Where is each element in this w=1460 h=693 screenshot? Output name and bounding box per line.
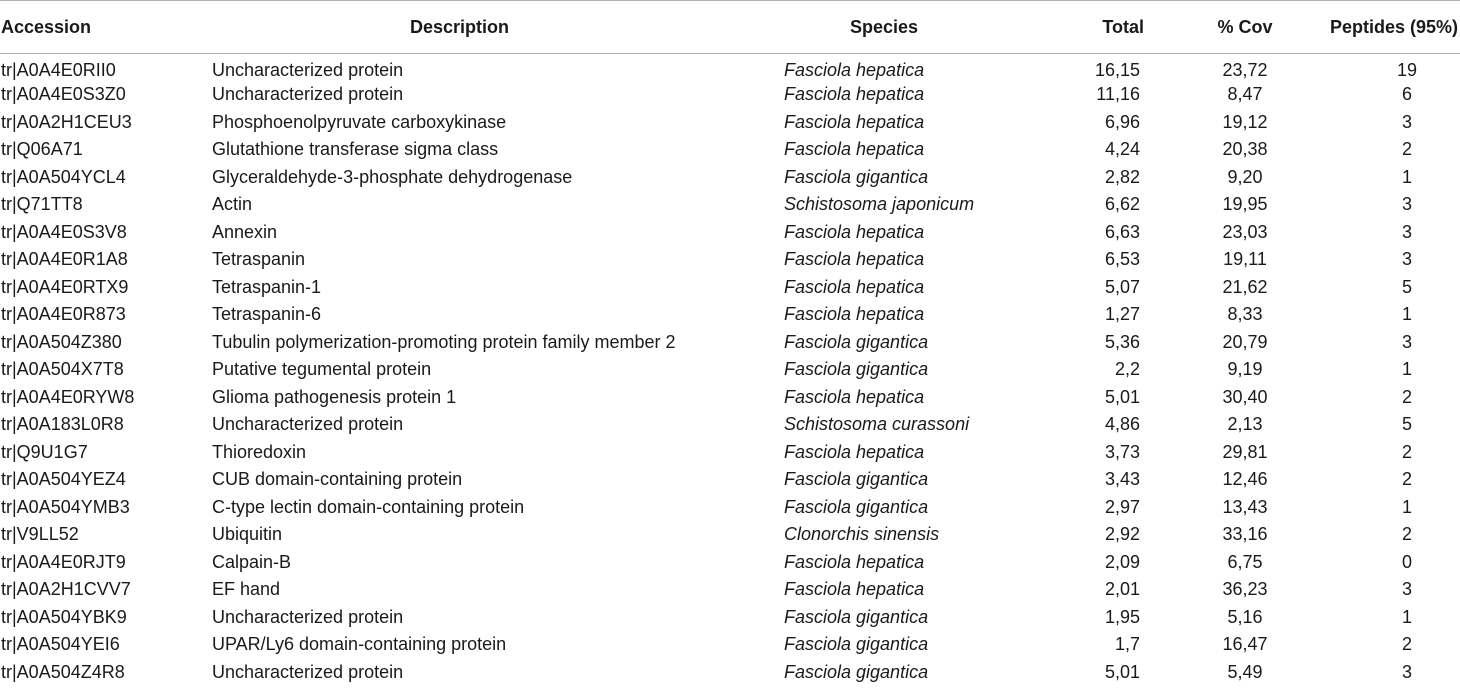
- cell-total: 5,01: [1104, 661, 1140, 682]
- cell-species: Fasciola gigantica: [784, 359, 929, 380]
- cell-cov: 9,20: [1227, 166, 1263, 187]
- cell-peptides: 1: [1401, 304, 1412, 325]
- cell-cov: 19,12: [1222, 111, 1268, 132]
- cell-accession: tr|A0A504Z380: [1, 331, 122, 352]
- table-row: [0, 219, 1460, 247]
- cell-cov: 5,49: [1227, 661, 1263, 682]
- cell-total: 3,73: [1104, 441, 1140, 462]
- cell-accession: tr|A0A4E0S3Z0: [1, 84, 126, 105]
- cell-peptides: 2: [1401, 469, 1412, 490]
- cell-description: Ubiquitin: [212, 524, 283, 545]
- cell-cov: 23,03: [1222, 221, 1268, 242]
- cell-peptides: 2: [1401, 524, 1412, 545]
- cell-cov: 19,11: [1223, 249, 1267, 270]
- cell-total: 6,63: [1104, 221, 1140, 242]
- cell-description: Uncharacterized protein: [212, 60, 404, 80]
- cell-total: 3,43: [1104, 469, 1140, 490]
- cell-description: Actin: [212, 194, 253, 215]
- cell-peptides: 3: [1401, 221, 1412, 242]
- cell-cov: 13,43: [1222, 496, 1268, 517]
- table-row: [0, 604, 1460, 632]
- cell-total: 2,97: [1104, 496, 1140, 517]
- cell-description: Tetraspanin: [212, 249, 306, 270]
- cell-cov: 2,13: [1227, 414, 1263, 435]
- table-body: [0, 54, 1460, 687]
- header-cov: % Cov: [1217, 16, 1273, 37]
- cell-total: 5,36: [1104, 331, 1140, 352]
- table-row: [0, 329, 1460, 357]
- cell-cov: 23,72: [1222, 60, 1268, 80]
- table-row: [0, 356, 1460, 384]
- cell-species: Fasciola hepatica: [784, 84, 925, 105]
- cell-peptides: 6: [1401, 84, 1412, 105]
- cell-description: Annexin: [212, 221, 278, 242]
- cell-species: Fasciola hepatica: [784, 221, 925, 242]
- cell-cov: 33,16: [1222, 524, 1268, 545]
- cell-peptides: 1: [1401, 359, 1412, 380]
- cell-total: 1,27: [1104, 304, 1140, 325]
- cell-total: 2,82: [1104, 166, 1140, 187]
- cell-peptides: 19: [1396, 60, 1418, 80]
- table-row: [0, 631, 1460, 659]
- cell-species: Fasciola gigantica: [784, 331, 929, 352]
- cell-description: UPAR/Ly6 domain-containing protein: [212, 634, 507, 655]
- cell-species: Fasciola hepatica: [784, 386, 925, 407]
- cell-accession: tr|Q06A71: [1, 139, 83, 160]
- cell-accession: tr|A0A504Z4R8: [1, 661, 125, 682]
- cell-accession: tr|A0A4E0RYW8: [1, 386, 135, 407]
- cell-total: 16,15: [1094, 60, 1140, 80]
- cell-species: Schistosoma curassoni: [784, 414, 970, 435]
- cell-peptides: 0: [1401, 551, 1412, 572]
- header-species: Species: [850, 16, 919, 37]
- cell-description: C-type lectin domain-containing protein: [212, 496, 525, 517]
- cell-peptides: 5: [1401, 414, 1412, 435]
- table-row: [0, 54, 1460, 82]
- cell-total: 5,07: [1104, 276, 1140, 297]
- cell-species: Fasciola hepatica: [784, 441, 925, 462]
- cell-accession: tr|A0A4E0RTX9: [1, 276, 129, 297]
- cell-cov: 5,16: [1227, 606, 1263, 627]
- cell-description: EF hand: [212, 579, 281, 600]
- cell-description: Uncharacterized protein: [212, 606, 404, 627]
- cell-accession: tr|A0A2H1CEU3: [1, 111, 132, 132]
- cell-cov: 16,47: [1222, 634, 1268, 655]
- cell-species: Fasciola hepatica: [784, 111, 925, 132]
- cell-accession: tr|A0A4E0RJT9: [1, 551, 126, 572]
- cell-total: 2,01: [1104, 579, 1140, 600]
- cell-cov: 29,81: [1222, 441, 1268, 462]
- cell-species: Fasciola hepatica: [784, 551, 925, 572]
- cell-total: 5,01: [1104, 386, 1140, 407]
- table-row: [0, 549, 1460, 577]
- cell-description: Calpain-B: [212, 551, 292, 572]
- cell-description: Tetraspanin-1: [212, 276, 322, 297]
- cell-accession: tr|A0A4E0RII0: [1, 60, 116, 80]
- cell-total: 6,53: [1104, 249, 1140, 270]
- cell-description: Glyceraldehyde-3-phosphate dehydrogenase: [212, 166, 573, 187]
- cell-cov: 9,19: [1227, 359, 1263, 380]
- cell-description: Phosphoenolpyruvate carboxykinase: [212, 111, 507, 132]
- cell-peptides: 1: [1401, 496, 1412, 517]
- cell-total: 11,16: [1096, 84, 1140, 105]
- cell-accession: tr|A0A2H1CVV7: [1, 579, 131, 600]
- cell-cov: 36,23: [1222, 579, 1268, 600]
- cell-description: Glioma pathogenesis protein 1: [212, 386, 457, 407]
- cell-description: Uncharacterized protein: [212, 414, 404, 435]
- cell-accession: tr|A0A504YBK9: [1, 606, 127, 627]
- cell-total: 4,86: [1104, 414, 1140, 435]
- cell-total: 4,24: [1104, 139, 1140, 160]
- cell-description: Putative tegumental protein: [212, 359, 432, 380]
- cell-accession: tr|A0A4E0R1A8: [1, 249, 128, 270]
- cell-accession: tr|A0A504YEZ4: [1, 469, 126, 490]
- cell-total: 2,2: [1114, 359, 1140, 380]
- cell-accession: tr|A0A504YCL4: [1, 166, 126, 187]
- cell-description: Glutathione transferase sigma class: [212, 139, 499, 160]
- cell-cov: 8,47: [1227, 84, 1263, 105]
- cell-peptides: 3: [1401, 661, 1412, 682]
- cell-peptides: 3: [1401, 249, 1412, 270]
- cell-species: Fasciola gigantica: [784, 166, 929, 187]
- cell-description: Uncharacterized protein: [212, 84, 404, 105]
- table-row: [0, 659, 1460, 687]
- cell-peptides: 3: [1401, 331, 1412, 352]
- table-row: [0, 191, 1460, 219]
- cell-peptides: 1: [1401, 606, 1412, 627]
- cell-cov: 21,62: [1222, 276, 1268, 297]
- cell-accession: tr|V9LL52: [1, 524, 79, 545]
- header-peptides: Peptides (95%): [1329, 16, 1458, 37]
- cell-accession: tr|A0A183L0R8: [1, 414, 124, 435]
- cell-cov: 30,40: [1222, 386, 1268, 407]
- table-row: [0, 411, 1460, 439]
- cell-cov: 12,46: [1222, 469, 1268, 490]
- cell-peptides: 3: [1401, 579, 1412, 600]
- header-total: Total: [1102, 16, 1144, 37]
- header-description: Description: [410, 16, 510, 37]
- cell-total: 6,62: [1104, 194, 1140, 215]
- cell-species: Fasciola gigantica: [784, 661, 929, 682]
- cell-species: Fasciola hepatica: [784, 139, 925, 160]
- cell-accession: tr|Q9U1G7: [1, 441, 88, 462]
- cell-accession: tr|A0A504YMB3: [1, 496, 130, 517]
- table-row: [0, 109, 1460, 137]
- table-row: [0, 439, 1460, 467]
- cell-total: 6,96: [1104, 111, 1140, 132]
- cell-cov: 20,79: [1222, 331, 1268, 352]
- cell-species: Fasciola hepatica: [784, 304, 925, 325]
- table-header-row: [0, 1, 1460, 54]
- cell-accession: tr|A0A504YEI6: [1, 634, 120, 655]
- table-row: [0, 466, 1460, 494]
- cell-species: Fasciola hepatica: [784, 60, 925, 80]
- cell-accession: tr|Q71TT8: [1, 194, 83, 215]
- table-row: [0, 576, 1460, 604]
- cell-species: Fasciola gigantica: [784, 469, 929, 490]
- cell-species: Schistosoma japonicum: [784, 194, 975, 215]
- table-row: [0, 164, 1460, 192]
- table-row: [0, 274, 1460, 302]
- cell-total: 1,7: [1114, 634, 1140, 655]
- cell-description: Tubulin polymerization-promoting protein family member 2: [212, 331, 676, 352]
- table-row: [0, 136, 1460, 164]
- cell-peptides: 1: [1401, 166, 1412, 187]
- cell-species: Fasciola hepatica: [784, 276, 925, 297]
- cell-description: Uncharacterized protein: [212, 661, 404, 682]
- cell-peptides: 2: [1401, 441, 1412, 462]
- cell-species: Fasciola gigantica: [784, 496, 929, 517]
- header-accession: Accession: [1, 16, 92, 37]
- cell-accession: tr|A0A4E0R873: [1, 304, 126, 325]
- cell-accession: tr|A0A504X7T8: [1, 359, 124, 380]
- cell-cov: 8,33: [1227, 304, 1263, 325]
- cell-species: Fasciola hepatica: [784, 579, 925, 600]
- cell-cov: 19,95: [1222, 194, 1268, 215]
- table-row: [0, 301, 1460, 329]
- cell-peptides: 2: [1401, 634, 1412, 655]
- cell-species: Fasciola hepatica: [784, 249, 925, 270]
- cell-cov: 6,75: [1227, 551, 1263, 572]
- table-row: [0, 384, 1460, 412]
- cell-total: 2,09: [1104, 551, 1140, 572]
- cell-peptides: 3: [1401, 111, 1412, 132]
- cell-cov: 20,38: [1222, 139, 1268, 160]
- cell-peptides: 2: [1401, 139, 1412, 160]
- cell-peptides: 5: [1401, 276, 1412, 297]
- table-row: [0, 494, 1460, 522]
- cell-peptides: 3: [1401, 194, 1412, 215]
- cell-species: Fasciola gigantica: [784, 634, 929, 655]
- cell-species: Fasciola gigantica: [784, 606, 929, 627]
- cell-accession: tr|A0A4E0S3V8: [1, 221, 127, 242]
- cell-total: 1,95: [1104, 606, 1140, 627]
- table-row: [0, 246, 1460, 274]
- table-row: [0, 81, 1460, 109]
- cell-description: Tetraspanin-6: [212, 304, 322, 325]
- cell-total: 2,92: [1104, 524, 1140, 545]
- cell-description: Thioredoxin: [212, 441, 307, 462]
- cell-peptides: 2: [1401, 386, 1412, 407]
- cell-description: CUB domain-containing protein: [212, 469, 463, 490]
- cell-species: Clonorchis sinensis: [784, 524, 940, 545]
- table-row: [0, 521, 1460, 549]
